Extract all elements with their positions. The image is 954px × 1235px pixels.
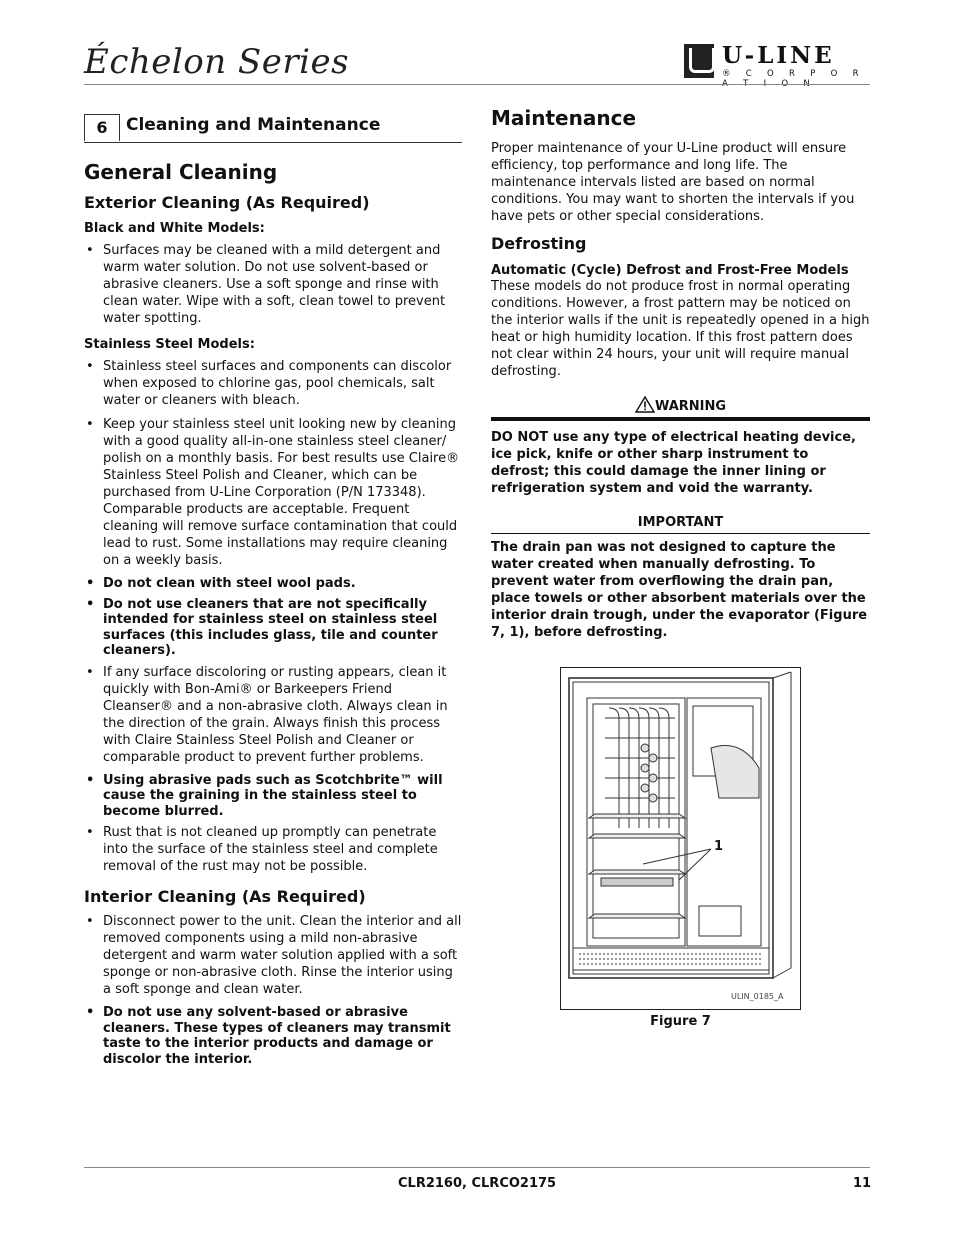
section-number: 6 [84, 114, 120, 141]
ss-models-title: Stainless Steel Models: [84, 337, 255, 352]
exterior-cleaning-title: Exterior Cleaning (As Required) [84, 193, 370, 212]
header-rule [84, 84, 870, 85]
warning-triangle-icon [635, 396, 655, 413]
brand-name: U-LINE [722, 42, 835, 69]
figure-code: ULIN_0185_A [731, 992, 784, 1001]
warning-block [491, 396, 870, 497]
list-item: • Surfaces may be cleaned with a mild detergent and warm water solution. Do not use solvent-based or abrasive cleaners. Use a soft sponge and rinse with clean water. Wipe with a soft, clean towel to prevent water spotting. [84, 242, 462, 327]
list-item: • Do not clean with steel wool pads. [84, 576, 462, 592]
list-item: • If any surface discoloring or rusting appears, clean it quickly with Bon-Ami® or Barkeepers Friend Cleanser® and a non-abrasive cloth. Always clean in the direction of the grain. Always finish this process with Claire Stainless Steel Polish and Cleaner or comparable product to prevent further problems. [84, 664, 462, 766]
warning-heading [491, 396, 870, 421]
warning-title: WARNING [654, 399, 727, 414]
figure-caption: Figure 7 [650, 1014, 711, 1029]
u-line-logo [684, 42, 870, 89]
footer-models: CLR2160, CLRCO2175 [398, 1176, 557, 1191]
maintenance-title: Maintenance [491, 106, 637, 130]
bw-list [84, 242, 462, 327]
general-cleaning-title: General Cleaning [84, 160, 278, 184]
u-line-logo-mark-icon [684, 44, 714, 78]
refrigerator-interior-drawing [561, 668, 800, 1009]
important-title: IMPORTANT [491, 515, 870, 534]
list-item: • Do not use any solvent-based or abrasive cleaners. These types of cleaners may transmit taste to the interior products and damage or discolor the interior. [84, 1005, 462, 1067]
interior-cleaning-title: Interior Cleaning (As Required) [84, 887, 366, 906]
left-column [84, 112, 462, 1072]
defrosting-title: Defrosting [491, 234, 587, 253]
page-number: 11 [853, 1176, 872, 1191]
footer-rule [84, 1167, 870, 1168]
section-heading [84, 112, 462, 143]
section-title: Cleaning and Maintenance [126, 115, 381, 135]
list-item: • Using abrasive pads such as Scotchbrite™ will cause the graining in the stainless steel to become blurred. [84, 773, 462, 820]
list-item: • Keep your stainless steel unit looking new by cleaning with a good quality all-in-one stainless steel cleaner/ polish on a monthly basis. For best results use Claire® Stainless Steel Polish and Cleaner, which can be purchased from U-Line Corporation (P/N 173348). Comparable products are acceptable. Frequent cleaning will remove surface contamination that could lead to rust. Some installations may require cleaning on a weekly basis. [84, 416, 462, 569]
right-column [491, 106, 870, 641]
page-header [84, 40, 870, 89]
warning-body: DO NOT use any type of electrical heating device, ice pick, knife or other sharp instrument to defrost; this could damage the inner lining or refrigeration system and void the warranty. [491, 430, 856, 496]
figure-7-illustration [560, 667, 801, 1010]
list-item: • Stainless steel surfaces and components can discolor when exposed to chlorine gas, pool chemicals, salt water or cleaners with bleach. [84, 358, 462, 409]
interior-list [84, 913, 462, 1067]
list-item: • Disconnect power to the unit. Clean the interior and all removed components using a mild non-abrasive detergent and warm water solution applied with a soft sponge or non-abrasive cloth. Rinse the interior using a soft sponge and clean water. [84, 913, 462, 998]
list-item: • Do not use cleaners that are not specifically intended for stainless steel on stainless steel surfaces (this includes glass, tile and counter cleaners). [84, 597, 462, 659]
maintenance-intro: Proper maintenance of your U-Line product will ensure efficiency, top performance and long life. The maintenance intervals listed are based on normal conditions. You may want to shorten the intervals if you have pets or other special considerations. [491, 141, 855, 224]
series-title: Échelon Series [84, 42, 350, 82]
figure-callout: 1 [714, 839, 724, 854]
list-item: • Rust that is not cleaned up promptly can penetrate into the surface of the stainless steel and complete removal of the rust may not be possible. [84, 824, 462, 875]
defrost-subtitle: Automatic (Cycle) Defrost and Frost-Free Models [491, 263, 849, 278]
brand-sub: ® C O R P O R A T I O N [722, 69, 865, 89]
important-body: The drain pan was not designed to capture the water created when manually defrosting. To prevent water from overflowing the drain pan, place towels or other absorbent materials over the interior drain trough, under the evaporator (Figure 7, 1), before defrosting. [491, 540, 868, 640]
ss-list [84, 358, 462, 875]
important-block [491, 515, 870, 641]
defrost-body: These models do not produce frost in normal operating conditions. However, a frost pattern may be noticed on the interior walls if the unit is repeatedly opened in a high heat or high humidity location. If this frost pattern does not clear within 24 hours, your unit will require manual defrosting. [491, 279, 870, 379]
bw-models-title: Black and White Models: [84, 221, 265, 236]
